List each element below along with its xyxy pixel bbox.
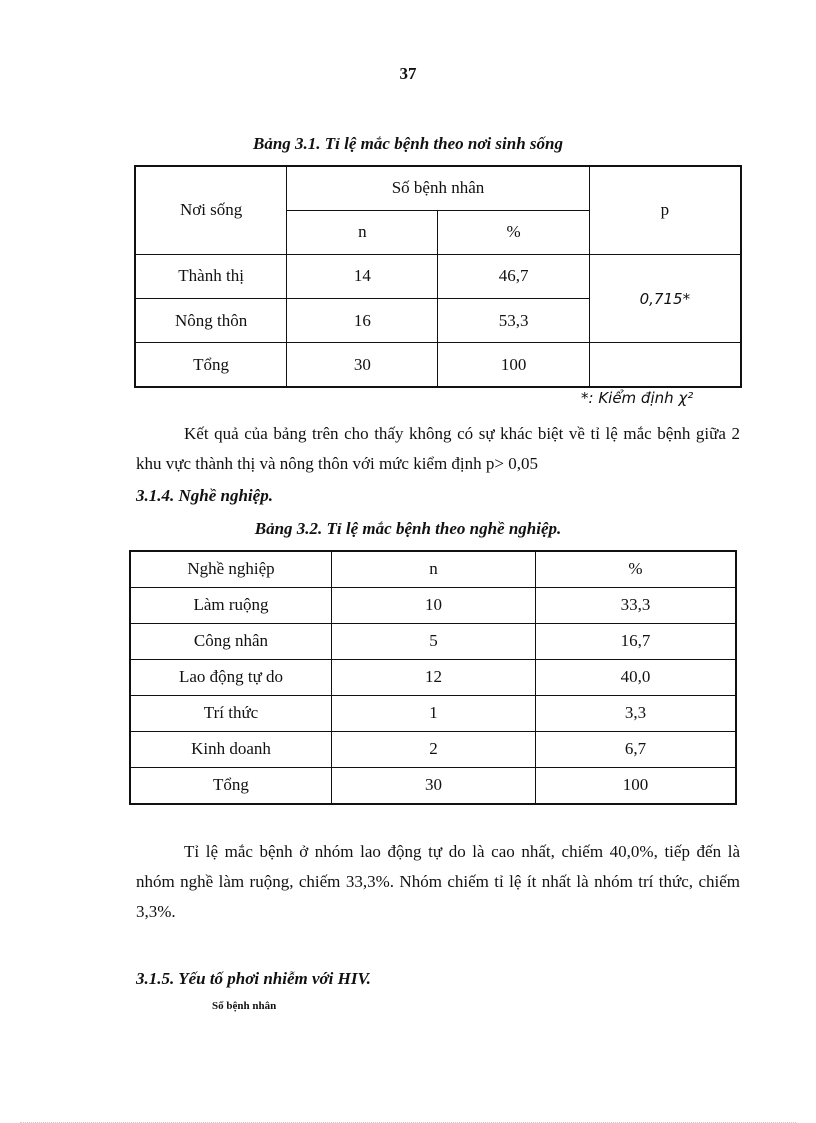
heading-3-1-4: 3.1.4. Nghề nghiệp. [136, 486, 273, 505]
row-n: 10 [332, 587, 536, 623]
row-percent: 53,3 [438, 299, 589, 343]
p-value: 0,715* [589, 254, 741, 342]
row-n: 14 [287, 254, 438, 298]
row-n: 2 [332, 731, 536, 767]
page-number: 37 [399, 64, 417, 83]
row-n: 1 [332, 695, 536, 731]
header-n: n [332, 551, 536, 587]
table-occupation [129, 550, 737, 805]
table-row [130, 767, 736, 804]
header-p: p [589, 166, 741, 254]
row-n: 30 [332, 767, 536, 804]
paragraph-2: Tỉ lệ mắc bệnh ở nhóm lao động tự do là cao nhất, chiếm 40,0%, tiếp đến là nhóm nghề làm ruộng, chiếm 33,3%. Nhóm chiếm tỉ lệ ít nhất là nhóm trí thức, chiếm 3,3%. [136, 842, 740, 921]
row-label: Nông thôn [135, 299, 287, 343]
paragraph-1: Kết quả của bảng trên cho thấy không có sự khác biệt về tỉ lệ mắc bệnh giữa 2 khu vực thành thị và nông thôn với mức kiểm định p> 0,05 [136, 424, 740, 473]
empty-cell [589, 343, 741, 387]
table-row [130, 695, 736, 731]
row-label: Kinh doanh [130, 731, 332, 767]
table-row [130, 623, 736, 659]
header-n: n [287, 210, 438, 254]
table1-caption: Bảng 3.1. Tỉ lệ mắc bệnh theo nơi sinh sống [253, 134, 563, 153]
row-percent: 40,0 [536, 659, 737, 695]
row-label: Công nhân [130, 623, 332, 659]
table-row [135, 343, 741, 387]
table2-caption: Bảng 3.2. Tỉ lệ mắc bệnh theo nghề nghiệp. [254, 519, 562, 538]
table-row [130, 731, 736, 767]
row-label: Tổng [135, 343, 287, 387]
row-n: 5 [332, 623, 536, 659]
row-label: Trí thức [130, 695, 332, 731]
row-n: 12 [332, 659, 536, 695]
table-row [130, 587, 736, 623]
header-job: Nghề nghiệp [130, 551, 332, 587]
table-residence [134, 165, 742, 388]
row-label: Làm ruộng [130, 587, 332, 623]
header-location: Nơi sống [135, 166, 287, 254]
row-n: 30 [287, 343, 438, 387]
row-percent: 33,3 [536, 587, 737, 623]
heading-3-1-5: 3.1.5. Yếu tố phơi nhiễm với HIV. [136, 969, 371, 988]
table-row [130, 659, 736, 695]
row-label: Thành thị [135, 254, 287, 298]
table-row [135, 254, 741, 298]
header-percent: % [438, 210, 589, 254]
row-percent: 3,3 [536, 695, 737, 731]
header-percent: % [536, 551, 737, 587]
row-percent: 16,7 [536, 623, 737, 659]
row-percent: 100 [438, 343, 589, 387]
chi-square-note: *: Kiểm định χ² [581, 389, 694, 407]
row-percent: 6,7 [536, 731, 737, 767]
row-percent: 100 [536, 767, 737, 804]
row-label: Lao động tự do [130, 659, 332, 695]
row-n: 16 [287, 299, 438, 343]
row-label: Tổng [130, 767, 332, 804]
chart-axis-label: Số bệnh nhân [212, 1000, 277, 1012]
header-patients: Số bệnh nhân [287, 166, 589, 210]
row-percent: 46,7 [438, 254, 589, 298]
